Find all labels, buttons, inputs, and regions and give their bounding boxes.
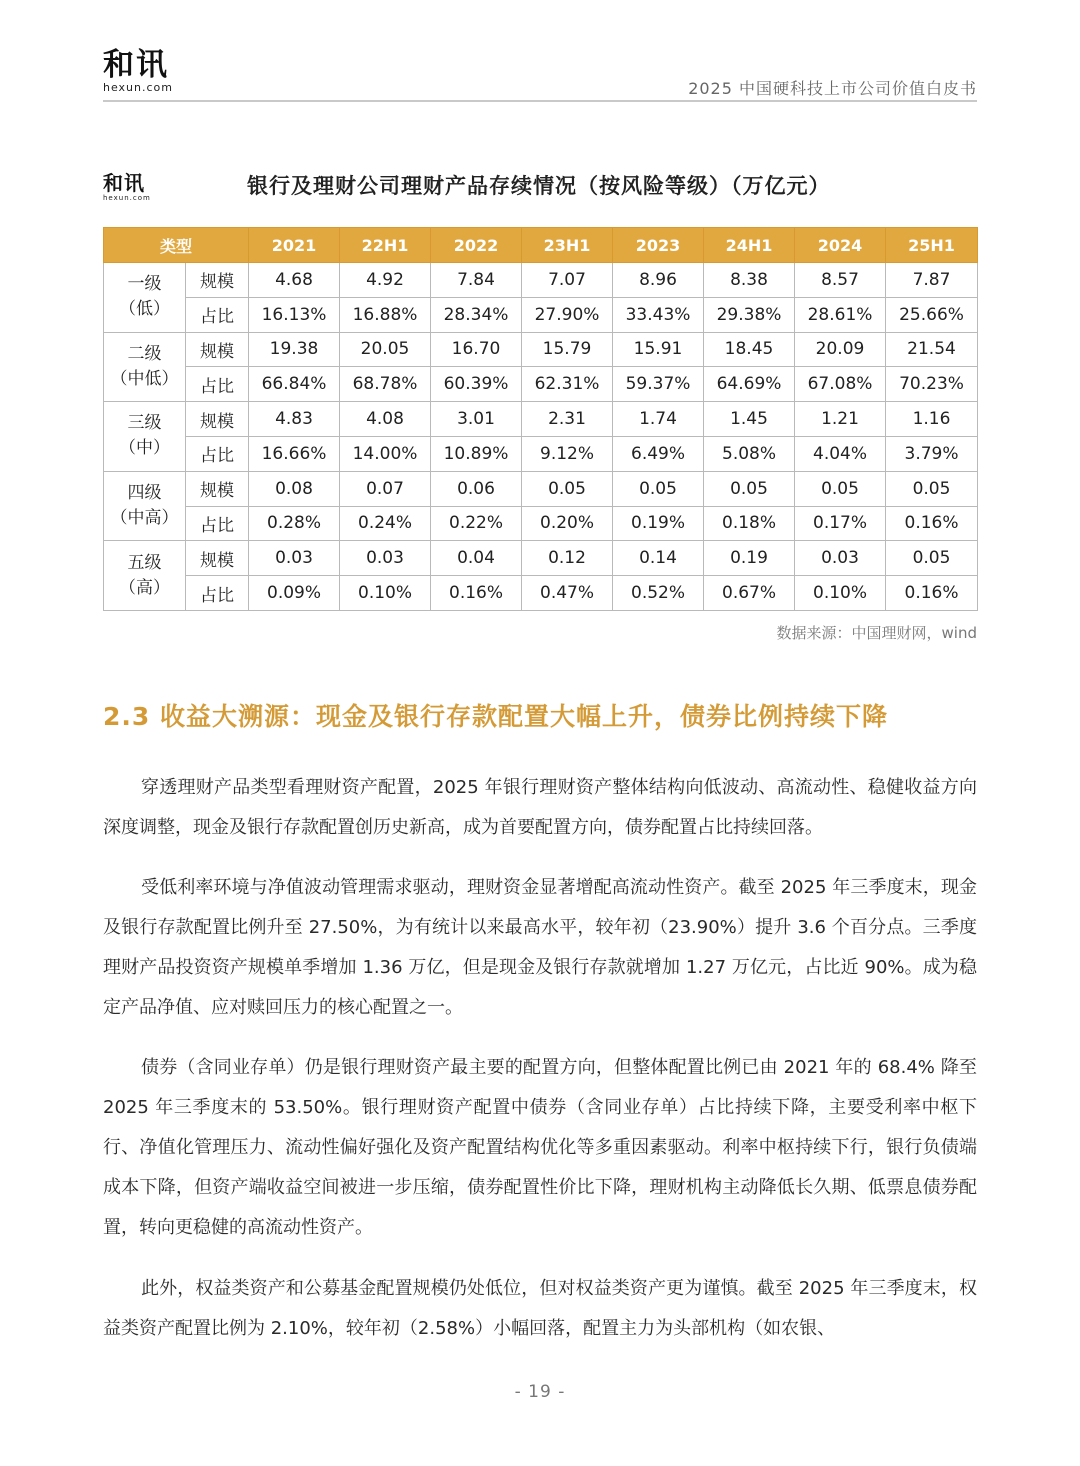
period-header: 2023 (613, 228, 704, 263)
risk-level-desc: （中） (119, 438, 170, 459)
value-cell: 0.03 (249, 541, 340, 576)
body-paragraph: 此外，权益类资产和公募基金配置规模仍处低位，但对权益类资产更为谨慎。截至 2025 年三季度末，权益类资产配置比例为 2.10%，较年初（2.58%）小幅回落，配置主力为头部机构（如农银、 (103, 1278, 977, 1339)
risk-level-name: 二级 (127, 343, 162, 364)
page-header (103, 44, 977, 102)
document-title: 2025 中国硬科技上市公司价值白皮书 (688, 79, 977, 98)
metric-label: 规模 (186, 402, 249, 437)
metric-label: 规模 (186, 471, 249, 506)
value-cell: 3.01 (431, 402, 522, 437)
value-cell: 0.10% (340, 576, 431, 611)
value-cell: 4.83 (249, 402, 340, 437)
value-cell: 0.06 (431, 471, 522, 506)
value-cell: 1.74 (613, 402, 704, 437)
risk-level-desc: （高） (119, 577, 170, 598)
risk-level-cell (104, 402, 186, 472)
value-cell: 16.88% (340, 297, 431, 332)
table-corner-header: 类型 (104, 228, 249, 263)
value-cell: 7.07 (522, 263, 613, 298)
value-cell: 0.09% (249, 576, 340, 611)
value-cell: 60.39% (431, 367, 522, 402)
value-cell: 21.54 (886, 332, 978, 367)
table-row (104, 541, 978, 576)
value-cell: 8.38 (704, 263, 795, 298)
value-cell: 16.66% (249, 436, 340, 471)
value-cell: 0.16% (886, 506, 978, 541)
table-row (104, 367, 978, 402)
value-cell: 67.08% (795, 367, 886, 402)
value-cell: 68.78% (340, 367, 431, 402)
value-cell: 66.84% (249, 367, 340, 402)
value-cell: 0.05 (886, 471, 978, 506)
table-row (104, 436, 978, 471)
value-cell: 16.70 (431, 332, 522, 367)
value-cell: 0.17% (795, 506, 886, 541)
value-cell: 28.61% (795, 297, 886, 332)
value-cell: 10.89% (431, 436, 522, 471)
value-cell: 18.45 (704, 332, 795, 367)
metric-label: 占比 (186, 436, 249, 471)
metric-label: 占比 (186, 367, 249, 402)
risk-level-desc: （低） (119, 299, 170, 320)
value-cell: 62.31% (522, 367, 613, 402)
value-cell: 0.67% (704, 576, 795, 611)
risk-level-name: 五级 (127, 552, 162, 573)
table-logo-text: 和讯 (103, 171, 145, 195)
risk-level-cell (104, 332, 186, 402)
value-cell: 0.22% (431, 506, 522, 541)
value-cell: 0.03 (340, 541, 431, 576)
metric-label: 占比 (186, 506, 249, 541)
value-cell: 20.05 (340, 332, 431, 367)
value-cell: 8.57 (795, 263, 886, 298)
value-cell: 4.92 (340, 263, 431, 298)
table-row (104, 576, 978, 611)
body-paragraph: 穿透理财产品类型看理财资产配置，2025 年银行理财资产整体结构向低波动、高流动性、稳健收益方向深度调整，现金及银行存款配置创历史新高，成为首要配置方向，债券配置占比持续回落。 (103, 777, 977, 838)
value-cell: 0.10% (795, 576, 886, 611)
value-cell: 25.66% (886, 297, 978, 332)
table-logo (103, 172, 151, 202)
hexun-logo (103, 48, 173, 94)
value-cell: 7.84 (431, 263, 522, 298)
value-cell: 0.05 (704, 471, 795, 506)
section-heading: 2.3 收益大溯源：现金及银行存款配置大幅上升，债券比例持续下降 (103, 702, 888, 731)
metric-label: 占比 (186, 297, 249, 332)
value-cell: 0.19% (613, 506, 704, 541)
table-row (104, 332, 978, 367)
value-cell: 0.19 (704, 541, 795, 576)
table-caption (103, 168, 977, 208)
risk-level-name: 三级 (127, 413, 162, 434)
value-cell: 16.13% (249, 297, 340, 332)
period-header: 23H1 (522, 228, 613, 263)
value-cell: 19.38 (249, 332, 340, 367)
value-cell: 0.52% (613, 576, 704, 611)
metric-label: 规模 (186, 541, 249, 576)
value-cell: 20.09 (795, 332, 886, 367)
value-cell: 3.79% (886, 436, 978, 471)
value-cell: 70.23% (886, 367, 978, 402)
body-paragraph: 受低利率环境与净值波动管理需求驱动，理财资金显著增配高流动性资产。截至 2025 年三季度末，现金及银行存款配置比例升至 27.50%，为有统计以来最高水平，较年初（23.90%）提升 3.6 个百分点。三季度理财产品投资资产规模单季增加 1.36 万亿，但是现金及银行存款就增加 1.27 万亿元，占比近 90%。成为稳定产品净值、应对赎回压力的核心配置之一。 (103, 877, 977, 1018)
value-cell: 0.05 (613, 471, 704, 506)
risk-level-cell (104, 541, 186, 611)
table-row (104, 263, 978, 298)
risk-level-name: 四级 (127, 483, 162, 504)
value-cell: 28.34% (431, 297, 522, 332)
value-cell: 5.08% (704, 436, 795, 471)
period-header: 25H1 (886, 228, 978, 263)
value-cell: 1.45 (704, 402, 795, 437)
value-cell: 9.12% (522, 436, 613, 471)
value-cell: 0.47% (522, 576, 613, 611)
risk-level-cell (104, 263, 186, 333)
value-cell: 4.68 (249, 263, 340, 298)
value-cell: 0.16% (431, 576, 522, 611)
value-cell: 0.16% (886, 576, 978, 611)
value-cell: 0.05 (886, 541, 978, 576)
value-cell: 0.07 (340, 471, 431, 506)
risk-level-cell (104, 471, 186, 541)
value-cell: 15.79 (522, 332, 613, 367)
value-cell: 0.08 (249, 471, 340, 506)
value-cell: 7.87 (886, 263, 978, 298)
period-header: 2021 (249, 228, 340, 263)
metric-label: 规模 (186, 332, 249, 367)
logo-text: 和讯 (103, 47, 169, 83)
value-cell: 4.04% (795, 436, 886, 471)
value-cell: 64.69% (704, 367, 795, 402)
value-cell: 0.05 (522, 471, 613, 506)
value-cell: 1.21 (795, 402, 886, 437)
data-source-note: 数据来源：中国理财网，wind (776, 624, 977, 642)
value-cell: 6.49% (613, 436, 704, 471)
table-row (104, 506, 978, 541)
value-cell: 0.14 (613, 541, 704, 576)
value-cell: 2.31 (522, 402, 613, 437)
table-logo-domain: hexun.com (103, 194, 151, 202)
wealth-product-table (103, 227, 978, 611)
period-header: 2022 (431, 228, 522, 263)
page-number: - 19 - (514, 1382, 566, 1402)
value-cell: 0.05 (795, 471, 886, 506)
table-title: 银行及理财公司理财产品存续情况（按风险等级）（万亿元） (247, 174, 831, 198)
logo-domain: hexun.com (103, 81, 173, 94)
table-header-row (104, 228, 978, 263)
value-cell: 0.03 (795, 541, 886, 576)
value-cell: 0.04 (431, 541, 522, 576)
risk-level-desc: （中高） (110, 508, 179, 529)
value-cell: 15.91 (613, 332, 704, 367)
metric-label: 规模 (186, 263, 249, 298)
period-header: 22H1 (340, 228, 431, 263)
value-cell: 0.28% (249, 506, 340, 541)
value-cell: 29.38% (704, 297, 795, 332)
period-header: 24H1 (704, 228, 795, 263)
body-paragraph: 债券（含同业存单）仍是银行理财资产最主要的配置方向，但整体配置比例已由 2021 年的 68.4% 降至 2025 年三季度末的 53.50%。银行理财资产配置中债券（含同业存单）占比持续下降，主要受利率中枢下行、净值化管理压力、流动性偏好强化及资产配置结构优化等多重因素驱动。利率中枢持续下行，银行负债端成本下降，但资产端收益空间被进一步压缩，债券配置性价比下降，理财机构主动降低长久期、低票息债券配置，转向更稳健的高流动性资产。 (103, 1057, 977, 1238)
value-cell: 4.08 (340, 402, 431, 437)
table-row (104, 471, 978, 506)
risk-level-desc: （中低） (110, 368, 179, 389)
value-cell: 0.20% (522, 506, 613, 541)
value-cell: 59.37% (613, 367, 704, 402)
period-header: 2024 (795, 228, 886, 263)
table-row (104, 402, 978, 437)
risk-level-name: 一级 (127, 274, 162, 295)
value-cell: 8.96 (613, 263, 704, 298)
value-cell: 0.24% (340, 506, 431, 541)
value-cell: 1.16 (886, 402, 978, 437)
metric-label: 占比 (186, 576, 249, 611)
value-cell: 33.43% (613, 297, 704, 332)
table-row (104, 297, 978, 332)
value-cell: 0.18% (704, 506, 795, 541)
value-cell: 14.00% (340, 436, 431, 471)
value-cell: 0.12 (522, 541, 613, 576)
value-cell: 27.90% (522, 297, 613, 332)
